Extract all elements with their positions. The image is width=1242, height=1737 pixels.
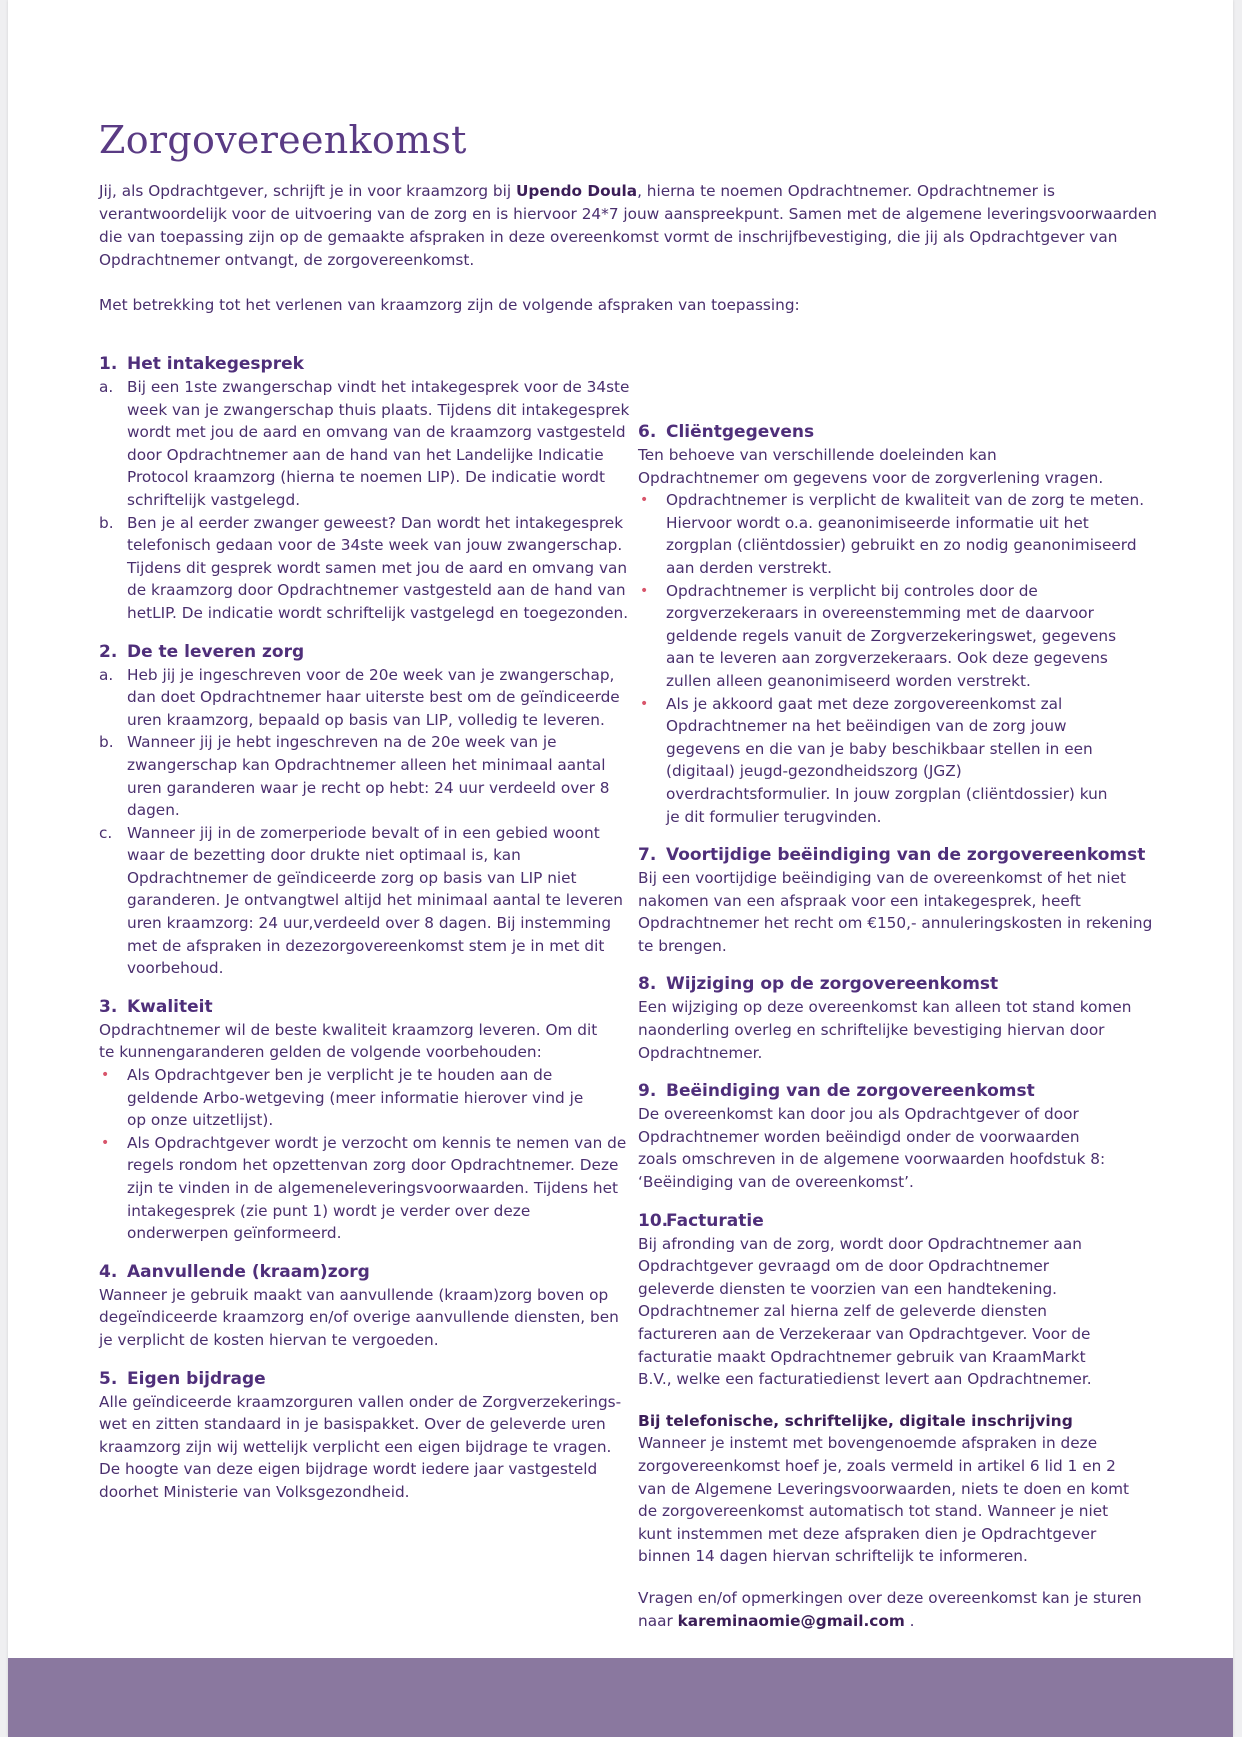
text-line: factureren aan de Verzekeraar van Opdrachtgever. Voor de — [638, 1325, 1091, 1343]
list-item-text — [127, 664, 619, 732]
text-line: Wanneer je instemt met bovengenoemde afspraken in deze — [638, 1434, 1098, 1453]
text-line: op onze uitzetlijst). — [127, 1111, 274, 1130]
text-line: je dit formulier terugvinden. — [666, 807, 882, 826]
text-line: van de Algemene Leveringsvoorwaarden, niets te doen en komt — [638, 1479, 1130, 1498]
text-line: uren kraamzorg, bepaald op basis van LIP, volledig te leveren. — [127, 710, 605, 729]
section-6-bullet — [638, 580, 1158, 693]
text-line: Opdrachtnemer het recht om €150,- annuleringskosten in rekening — [638, 914, 1153, 933]
document-page — [8, 0, 1233, 1737]
section-10-heading — [638, 1209, 1158, 1233]
section-number: 8. — [638, 974, 657, 995]
text-line: Wanneer je gebruik maakt van aanvullende (kraam)zorg boven op — [99, 1285, 609, 1304]
section-title: Cliëntgegevens — [666, 422, 815, 442]
text-line: waar de bezetting door drukte niet optimaal is, kan — [127, 846, 521, 865]
list-marker: b. — [99, 513, 114, 532]
list-marker: c. — [99, 823, 113, 842]
text-line: Ben je al eerder zwanger geweest? Dan wordt het intakegesprek — [127, 513, 624, 532]
bullet-text — [127, 1132, 627, 1245]
text-line: De overeenkomst kan door jou als Opdrachtgever of door — [638, 1105, 1079, 1124]
bullet-icon: • — [101, 1134, 110, 1151]
registration-heading: Bij telefonische, schriftelijke, digitale inschrijving — [638, 1411, 1073, 1430]
section-number: 2. — [99, 641, 118, 662]
footer-band — [8, 1658, 1233, 1737]
text-line: Opdrachtnemer om gegevens voor de zorgverlening vragen. — [638, 468, 1104, 487]
section-title: Beëindiging van de zorgovereenkomst — [666, 1081, 1035, 1102]
section-number: 1. — [99, 354, 118, 374]
text-line: Opdrachtnemer. — [638, 1043, 763, 1062]
text-line: nakomen van een afspraak voor een intakegesprek, heeft — [638, 891, 1081, 910]
text-line: kraamzorg zijn wij wettelijk verplicht een eigen bijdrage te vragen. — [99, 1437, 612, 1456]
text-line: Opdrachtnemer is verplicht de kwaliteit van de zorg te meten. — [666, 491, 1145, 510]
contact-suffix: . — [904, 1611, 915, 1630]
section-3-heading — [99, 995, 619, 1019]
list-marker: a. — [99, 378, 114, 396]
text-line: Opdrachtnemer na het beëindigen van de zorg jouw — [666, 717, 1067, 736]
text-line: Opdrachtgever gevraagd om de door Opdrachtnemer — [638, 1257, 1050, 1276]
page-title: Zorgovereenkomst — [99, 118, 467, 162]
list-item-text — [127, 822, 623, 980]
section-2-heading — [99, 640, 619, 664]
text-line: dan doet Opdrachtnemer haar uiterste best om de geïndiceerde — [127, 688, 620, 707]
text-line: Bij een voortijdige beëindiging van de overeenkomst of het niet — [638, 869, 1126, 888]
section-3-bullet — [99, 1064, 619, 1132]
text-line: Tijdens dit gesprek wordt samen met jou de aard en omvang van — [127, 558, 628, 577]
section-10-body — [638, 1233, 1158, 1391]
text-line: Opdrachtnemer worden beëindigd onder de voorwaarden — [638, 1127, 1080, 1146]
text-line: uren kraamzorg: 24 uur,verdeeld over 8 dagen. Bij instemming — [127, 914, 612, 933]
text-line: week van je zwangerschap thuis plaats. Tijdens dit intakegesprek — [127, 400, 630, 419]
left-column — [99, 352, 630, 1504]
text-line: voorbehoud. — [127, 959, 224, 978]
text-line: de zorgovereenkomst automatisch tot stand. Wanneer je niet — [638, 1502, 1109, 1521]
text-line: wordt met jou de aard en omvang van de kraamzorg vastgesteld — [127, 423, 626, 442]
text-line: facturatie maakt Opdrachtnemer gebruik van KraamMarkt — [638, 1347, 1086, 1366]
section-9-body — [638, 1103, 1158, 1193]
text-line: aan te leveren aan zorgverzekeraars. Ook deze gegevens — [666, 649, 1108, 668]
section-6-bullet — [638, 693, 1158, 829]
section-3-intro — [99, 1019, 619, 1064]
text-line: binnen 14 dagen hiervan schriftelijk te informeren. — [638, 1547, 1028, 1566]
section-title: Wijziging op de zorgovereenkomst — [666, 974, 999, 995]
section-title: De te leveren zorg — [127, 641, 305, 662]
section-1-item-b — [99, 512, 629, 625]
section-title: Aanvullende (kraam)zorg — [127, 1261, 370, 1282]
list-marker: a. — [99, 665, 114, 684]
intro-line: die van toepassing zijn op de gemaakte afspraken in deze overeenkomst vormt de inschrijfbevestiging, die jij als Opdrachtgever van — [99, 228, 1118, 246]
text-line: de kraamzorg door Opdrachtnemer vastgesteld aan de hand van — [127, 581, 626, 600]
text-line: degeïndiceerde kraamzorg en/of overige aanvullende diensten, ben — [99, 1308, 619, 1327]
section-8-heading — [638, 972, 1158, 996]
section-title: Kwaliteit — [127, 996, 213, 1017]
section-title: Facturatie — [666, 1210, 764, 1231]
intro-text: , hierna te noemen Opdrachtnemer. Opdrachtnemer is — [637, 182, 1055, 200]
section-4-heading — [99, 1260, 619, 1284]
text-line: aan derden verstrekt. — [666, 558, 832, 577]
bullet-text — [666, 580, 1158, 693]
section-2-item-c — [99, 822, 623, 980]
contact-text: Vragen en/of opmerkingen over deze overeenkomst kan je sturen — [638, 1588, 1142, 1607]
intro-line: Opdrachtnemer ontvangt, de zorgovereenkomst. — [99, 251, 475, 269]
text-line: Hiervoor wordt o.a. geanonimiseerde informatie uit het — [666, 513, 1089, 532]
bullet-icon: • — [640, 695, 649, 712]
text-line: De hoogte van deze eigen bijdrage wordt iedere jaar vastgesteld — [99, 1460, 598, 1479]
text-line: regels rondom het opzettenvan zorg door Opdrachtnemer. Deze — [127, 1156, 619, 1175]
text-line: Opdrachtnemer zal hierna zelf de geleverde diensten — [638, 1302, 1047, 1321]
bullet-icon: • — [640, 492, 649, 509]
text-line: Protocol kraamzorg (hierna te noemen LIP). De indicatie wordt — [127, 468, 605, 487]
text-line: Wanneer jij in de zomerperiode bevalt of in een gebied woont — [127, 823, 600, 842]
text-line: ‘Beëindiging van de overeenkomst’. — [638, 1173, 914, 1192]
bullet-text — [127, 1064, 619, 1132]
text-line: Heb jij je ingeschreven voor de 20e week van je zwangerschap, — [127, 665, 615, 684]
text-line: geldende Arbo-wetgeving (meer informatie hierover vind je — [127, 1088, 584, 1107]
section-8-body — [638, 996, 1158, 1064]
text-line: geldende regels vanuit de Zorgverzekeringswet, gegevens — [666, 626, 1117, 645]
intro-paragraph — [99, 180, 1157, 272]
text-line: Wanneer jij je hebt ingeschreven na de 20e week van je — [127, 733, 557, 752]
section-9-heading — [638, 1079, 1158, 1103]
text-line: zwangerschap kan Opdrachtnemer alleen het minimaal aantal — [127, 755, 606, 774]
bullet-icon: • — [640, 582, 649, 599]
intro-line — [99, 180, 1099, 203]
text-line: telefonisch gedaan voor de 34ste week van jouw zwangerschap. — [127, 536, 623, 555]
section-number: 10. — [638, 1210, 669, 1231]
text-line: Opdrachtnemer wil de beste kwaliteit kraamzorg leveren. Om dit — [99, 1020, 598, 1039]
brand-name: Upendo Doula — [515, 182, 638, 200]
bullet-text — [666, 489, 1158, 579]
text-line: Opdrachtnemer is verplicht bij controles door de — [666, 581, 1038, 600]
section-5-heading — [99, 1367, 619, 1391]
section-number: 4. — [99, 1261, 118, 1282]
section-6-bullet — [638, 489, 1158, 579]
text-line: Bij afronding van de zorg, wordt door Opdrachtnemer aan — [638, 1234, 1082, 1253]
section-4-body — [99, 1284, 619, 1352]
section-number: 6. — [638, 422, 657, 442]
lead-sentence: Met betrekking tot het verlenen van kraamzorg zijn de volgende afspraken van toepassing: — [99, 296, 800, 314]
registration-body — [638, 1432, 1158, 1568]
section-7-body — [638, 867, 1158, 957]
text-line: Ten behoeve van verschillende doeleinden kan — [638, 446, 997, 464]
text-line: (digitaal) jeugd-gezondheidszorg (JGZ) — [666, 762, 962, 781]
text-line: hetLIP. De indicatie wordt schriftelijk vastgelegd en toegezonden. — [127, 603, 629, 622]
section-6-heading — [638, 420, 1158, 444]
list-item-text — [127, 731, 619, 821]
intro-text: Jij, als Opdrachtgever, schrijft je in voor kraamzorg bij — [99, 182, 516, 200]
text-line: wet en zitten standaard in je basispakket. Over de geleverde uren — [99, 1415, 606, 1434]
text-line: Een wijziging op deze overeenkomst kan alleen tot stand komen — [638, 998, 1132, 1017]
text-line: zijn te vinden in de algemeneleveringsvoorwaarden. Tijdens het — [127, 1179, 619, 1197]
text-line: dagen. — [127, 801, 180, 820]
contact-prefix: naar — [638, 1611, 678, 1630]
contact-email-link[interactable]: kareminaomie@gmail.com — [677, 1611, 905, 1630]
text-line: te kunnengaranderen gelden de volgende voorbehouden: — [99, 1043, 542, 1062]
section-1-item-a — [99, 376, 630, 512]
text-line: zorgverzekeraars in overeenstemming met de daarvoor — [666, 604, 1094, 623]
text-line: Opdrachtnemer de geïndiceerde zorg op basis van LIP niet — [127, 868, 577, 887]
list-item-text — [127, 376, 630, 512]
section-2-item-a — [99, 664, 619, 732]
section-number: 3. — [99, 996, 118, 1017]
section-title: Voortijdige beëindiging van de zorgovereenkomst — [666, 845, 1146, 866]
text-line: gegevens en die van je baby beschikbaar stellen in een — [666, 739, 1093, 758]
text-line: Als je akkoord gaat met deze zorgovereenkomst zal — [666, 694, 1063, 713]
text-line: schriftelijk vastgelegd. — [127, 490, 301, 509]
contact-line — [638, 1610, 1158, 1633]
text-line: overdrachtsformulier. In jouw zorgplan (cliëntdossier) kun — [666, 784, 1108, 803]
section-1-heading — [99, 352, 619, 376]
list-marker: b. — [99, 733, 114, 752]
text-line: Bij een 1ste zwangerschap vindt het intakegesprek voor de 34ste — [127, 378, 630, 396]
section-number: 7. — [638, 845, 657, 866]
text-line: door Opdrachtnemer aan de hand van het Landelijke Indicatie — [127, 445, 604, 464]
text-line: met de afspraken in dezezorgovereenkomst stem je in met dit — [127, 936, 605, 955]
right-column — [638, 420, 1158, 1632]
section-7-heading — [638, 843, 1158, 867]
text-line: je verplicht de kosten hiervan te vergoeden. — [99, 1330, 439, 1349]
text-line: doorhet Ministerie van Volksgezondheid. — [99, 1482, 410, 1501]
section-number: 5. — [99, 1368, 118, 1389]
text-line: zorgplan (cliëntdossier) gebruikt en zo nodig geanonimiseerd — [666, 536, 1137, 555]
text-line: intakegesprek (zie punt 1) wordt je verder over deze — [127, 1201, 531, 1220]
section-6-intro — [638, 444, 1158, 489]
list-item-text — [127, 512, 629, 625]
section-title: Het intakegesprek — [127, 354, 304, 374]
text-line: garanderen. Je ontvangtwel altijd het minimaal aantal te leveren — [127, 891, 623, 910]
bullet-text — [666, 693, 1158, 829]
section-number: 9. — [638, 1081, 657, 1102]
text-line: Als Opdrachtgever ben je verplicht je te houden aan de — [127, 1066, 553, 1085]
text-line: naonderling overleg en schriftelijke bevestiging hiervan door — [638, 1021, 1105, 1040]
text-line: geleverde diensten te voorzien van een handtekening. — [638, 1279, 1058, 1298]
text-line: zullen alleen geanonimiseerd worden verstrekt. — [666, 671, 1031, 690]
section-2-item-b — [99, 731, 619, 821]
text-line: Alle geïndiceerde kraamzorguren vallen onder de Zorgverzekerings- — [99, 1392, 622, 1411]
text-line: B.V., welke een facturatiedienst levert aan Opdrachtnemer. — [638, 1370, 1092, 1389]
section-title: Eigen bijdrage — [127, 1368, 266, 1389]
text-line: kunt instemmen met deze afspraken dien je Opdrachtgever — [638, 1524, 1097, 1543]
section-3-bullet — [99, 1132, 627, 1245]
section-5-body — [99, 1391, 622, 1504]
text-line: te brengen. — [638, 936, 727, 955]
text-line: zorgovereenkomst hoef je, zoals vermeld in artikel 6 lid 1 en 2 — [638, 1456, 1116, 1475]
text-line: Als Opdrachtgever wordt je verzocht om kennis te nemen van de — [127, 1133, 627, 1152]
bullet-icon: • — [101, 1067, 110, 1084]
intro-line: verantwoordelijk voor de uitvoering van de zorg en is hiervoor 24*7 jouw aanspreekpunt. Samen met de algemene leveringsvoorwaarden — [99, 205, 1157, 223]
text-line: onderwerpen geïnformeerd. — [127, 1224, 342, 1243]
text-line: uren garanderen waar je recht op hebt: 24 uur verdeeld over 8 — [127, 778, 610, 797]
text-line: zoals omschreven in de algemene voorwaarden hoofdstuk 8: — [638, 1150, 1106, 1169]
